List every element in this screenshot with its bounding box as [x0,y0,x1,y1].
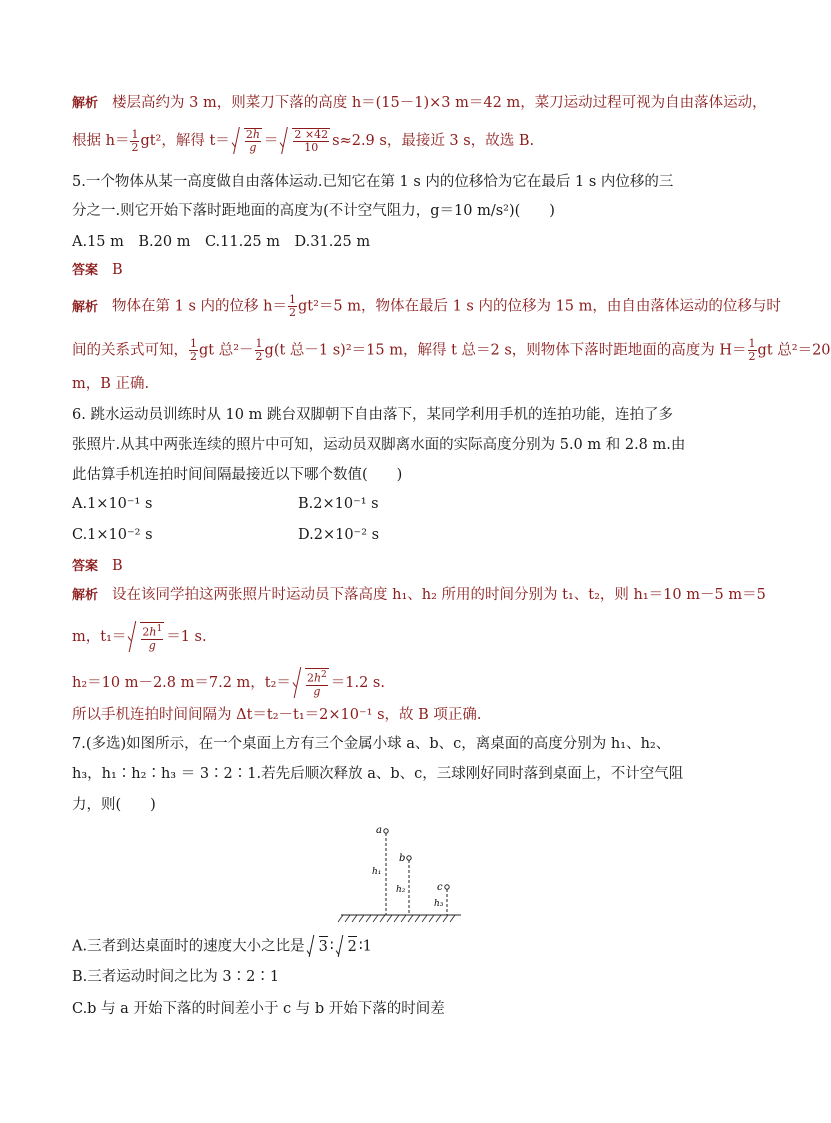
q6-answer [72,556,123,577]
q6-analysis-line3: h₂＝10 m－2.8 m＝7.2 m，t₂＝ $\frac{2h^2}{g}$ ＝1.2 s. [72,670,385,698]
q5-stem-line1: 5.一个物体从某一高度做自由落体运动.已知它在第 1 s 内的位移恰为它在最后 1 s 内位移的三 [72,174,674,190]
analysis-label: 解析 [72,96,99,111]
fraction: $\frac{1}{2}$ [748,337,756,363]
analysis-label: 解析 [72,588,99,603]
q4-analysis-line1: 解析 楼层高约为 3 m，则菜刀下落的高度 h＝(15－1)×3 m＝42 m，菜刀运动过程可视为自由落体运动， [72,95,767,111]
label-h1: h₁ [372,867,382,877]
q7-option-c: C.b 与 a 开始下落的时间差小于 c 与 b 开始下落的时间差 [72,1001,445,1017]
analysis-label: 解析 [72,299,99,315]
q5-analysis-line3: m，B 正确. [72,376,150,392]
sqrt: 3 [307,936,328,957]
q6-stem-line2: 张照片.从其中两张连续的照片中可知，运动员双脚离水面的实际高度分别为 5.0 m 和 2.8 m.由 [72,437,686,453]
q6-analysis-line1: 解析 设在该同学拍这两张照片时运动员下落高度 h₁、h₂ 所用的时间分别为 t₁、t₂，则 h₁＝10 m－5 m＝5 [72,587,766,603]
answer-label: 答案 [72,559,99,574]
fraction: $\frac{1}{2}$ [190,337,197,363]
q6-stem-line3: 此估算手机连拍时间间隔最接近以下哪个数值( ) [72,467,403,483]
q5-options: A.15 m B.20 m C.11.25 m D.31.25 m [72,234,371,250]
label-h2: h₂ [396,885,406,895]
sqrt: 2 [336,936,357,957]
label-b: b [399,853,406,864]
q6-stem-line1: 6. 跳水运动员训练时从 10 m 跳台双脚朝下自由落下，某同学利用手机的连拍功能，连拍了多 [72,407,673,423]
answer-label: 答案 [72,263,99,278]
q7-option-a: A.三者到达桌面时的速度大小之比是 3 ∶ 2 ∶1 [72,936,372,957]
label-c: c [437,882,443,893]
q6-analysis-line2: m，t₁＝ $\frac{2h^1}{g}$ ＝1 s. [72,624,207,652]
q6-option-c: C.1×10⁻² s [72,527,153,543]
q7-stem-line1: 7.(多选)如图所示，在一个桌面上方有三个金属小球 a、b、c，离桌面的高度分别为 h₁、h₂、 [72,736,671,752]
q5-analysis-line2: 间的关系式可知， $\frac{1}{2}$ gt 总²－ $\frac{1}{2}$ g(t 总－1 s)²＝15 m，解得 t 总＝2 s，则物体下落时距地面的高度为 H＝ $\frac{1}{2}$ gt 总²＝20 [72,337,831,363]
q4-analysis-line2: 根据 h＝ $\frac{1}{2}$ gt²，解得 t＝ $\frac{2h}{g}$ ＝ $\frac{2 \times 42}{10}$ s≈2.9 s，最接近 3 s，故选 B. [72,127,535,154]
q7-stem-line3: 力，则( ) [72,797,156,813]
q7-figure [335,822,465,924]
label-a: a [376,825,382,836]
answer-value: B [112,558,123,574]
q7-option-b: B.三者运动时间之比为 3∶2∶1 [72,969,280,985]
sqrt: $\frac{2h^2}{g}$ [293,668,329,698]
q7-stem-line2: h₃，h₁∶h₂∶h₃ ＝ 3∶2∶1.若先后顺次释放 a、b、c，三球刚好同时落到桌面上，不计空气阻 [72,766,684,782]
label-h3: h₃ [434,899,444,909]
fraction: $\frac{1}{2}$ [131,127,139,154]
sqrt: $\frac{2h^1}{g}$ [128,622,164,652]
fraction: $\frac{1}{2}$ [255,337,263,363]
q6-analysis-line4: 所以手机连拍时间间隔为 Δt＝t₂－t₁＝2×10⁻¹ s，故 B 项正确. [72,707,482,723]
sqrt: $\frac{2h}{g}$ [232,128,262,154]
q5-answer [72,260,123,281]
q6-option-a: A.1×10⁻¹ s [72,496,153,512]
q6-option-b: B.2×10⁻¹ s [298,496,379,512]
sqrt: $\frac{2 \times 42}{10}$ [280,128,330,154]
q5-analysis-line1: 解析 物体在第 1 s 内的位移 h＝ $\frac{1}{2}$ gt²＝5 m，物体在最后 1 s 内的位移为 15 m，由自由落体运动的位移与时 [72,293,781,319]
q5-stem-line2: 分之一.则它开始下落时距地面的高度为(不计空气阻力，g＝10 m/s²)( ) [72,203,555,219]
q6-option-d: D.2×10⁻² s [298,527,380,543]
answer-value: B [112,262,123,278]
fraction: $\frac{1}{2}$ [288,293,296,319]
